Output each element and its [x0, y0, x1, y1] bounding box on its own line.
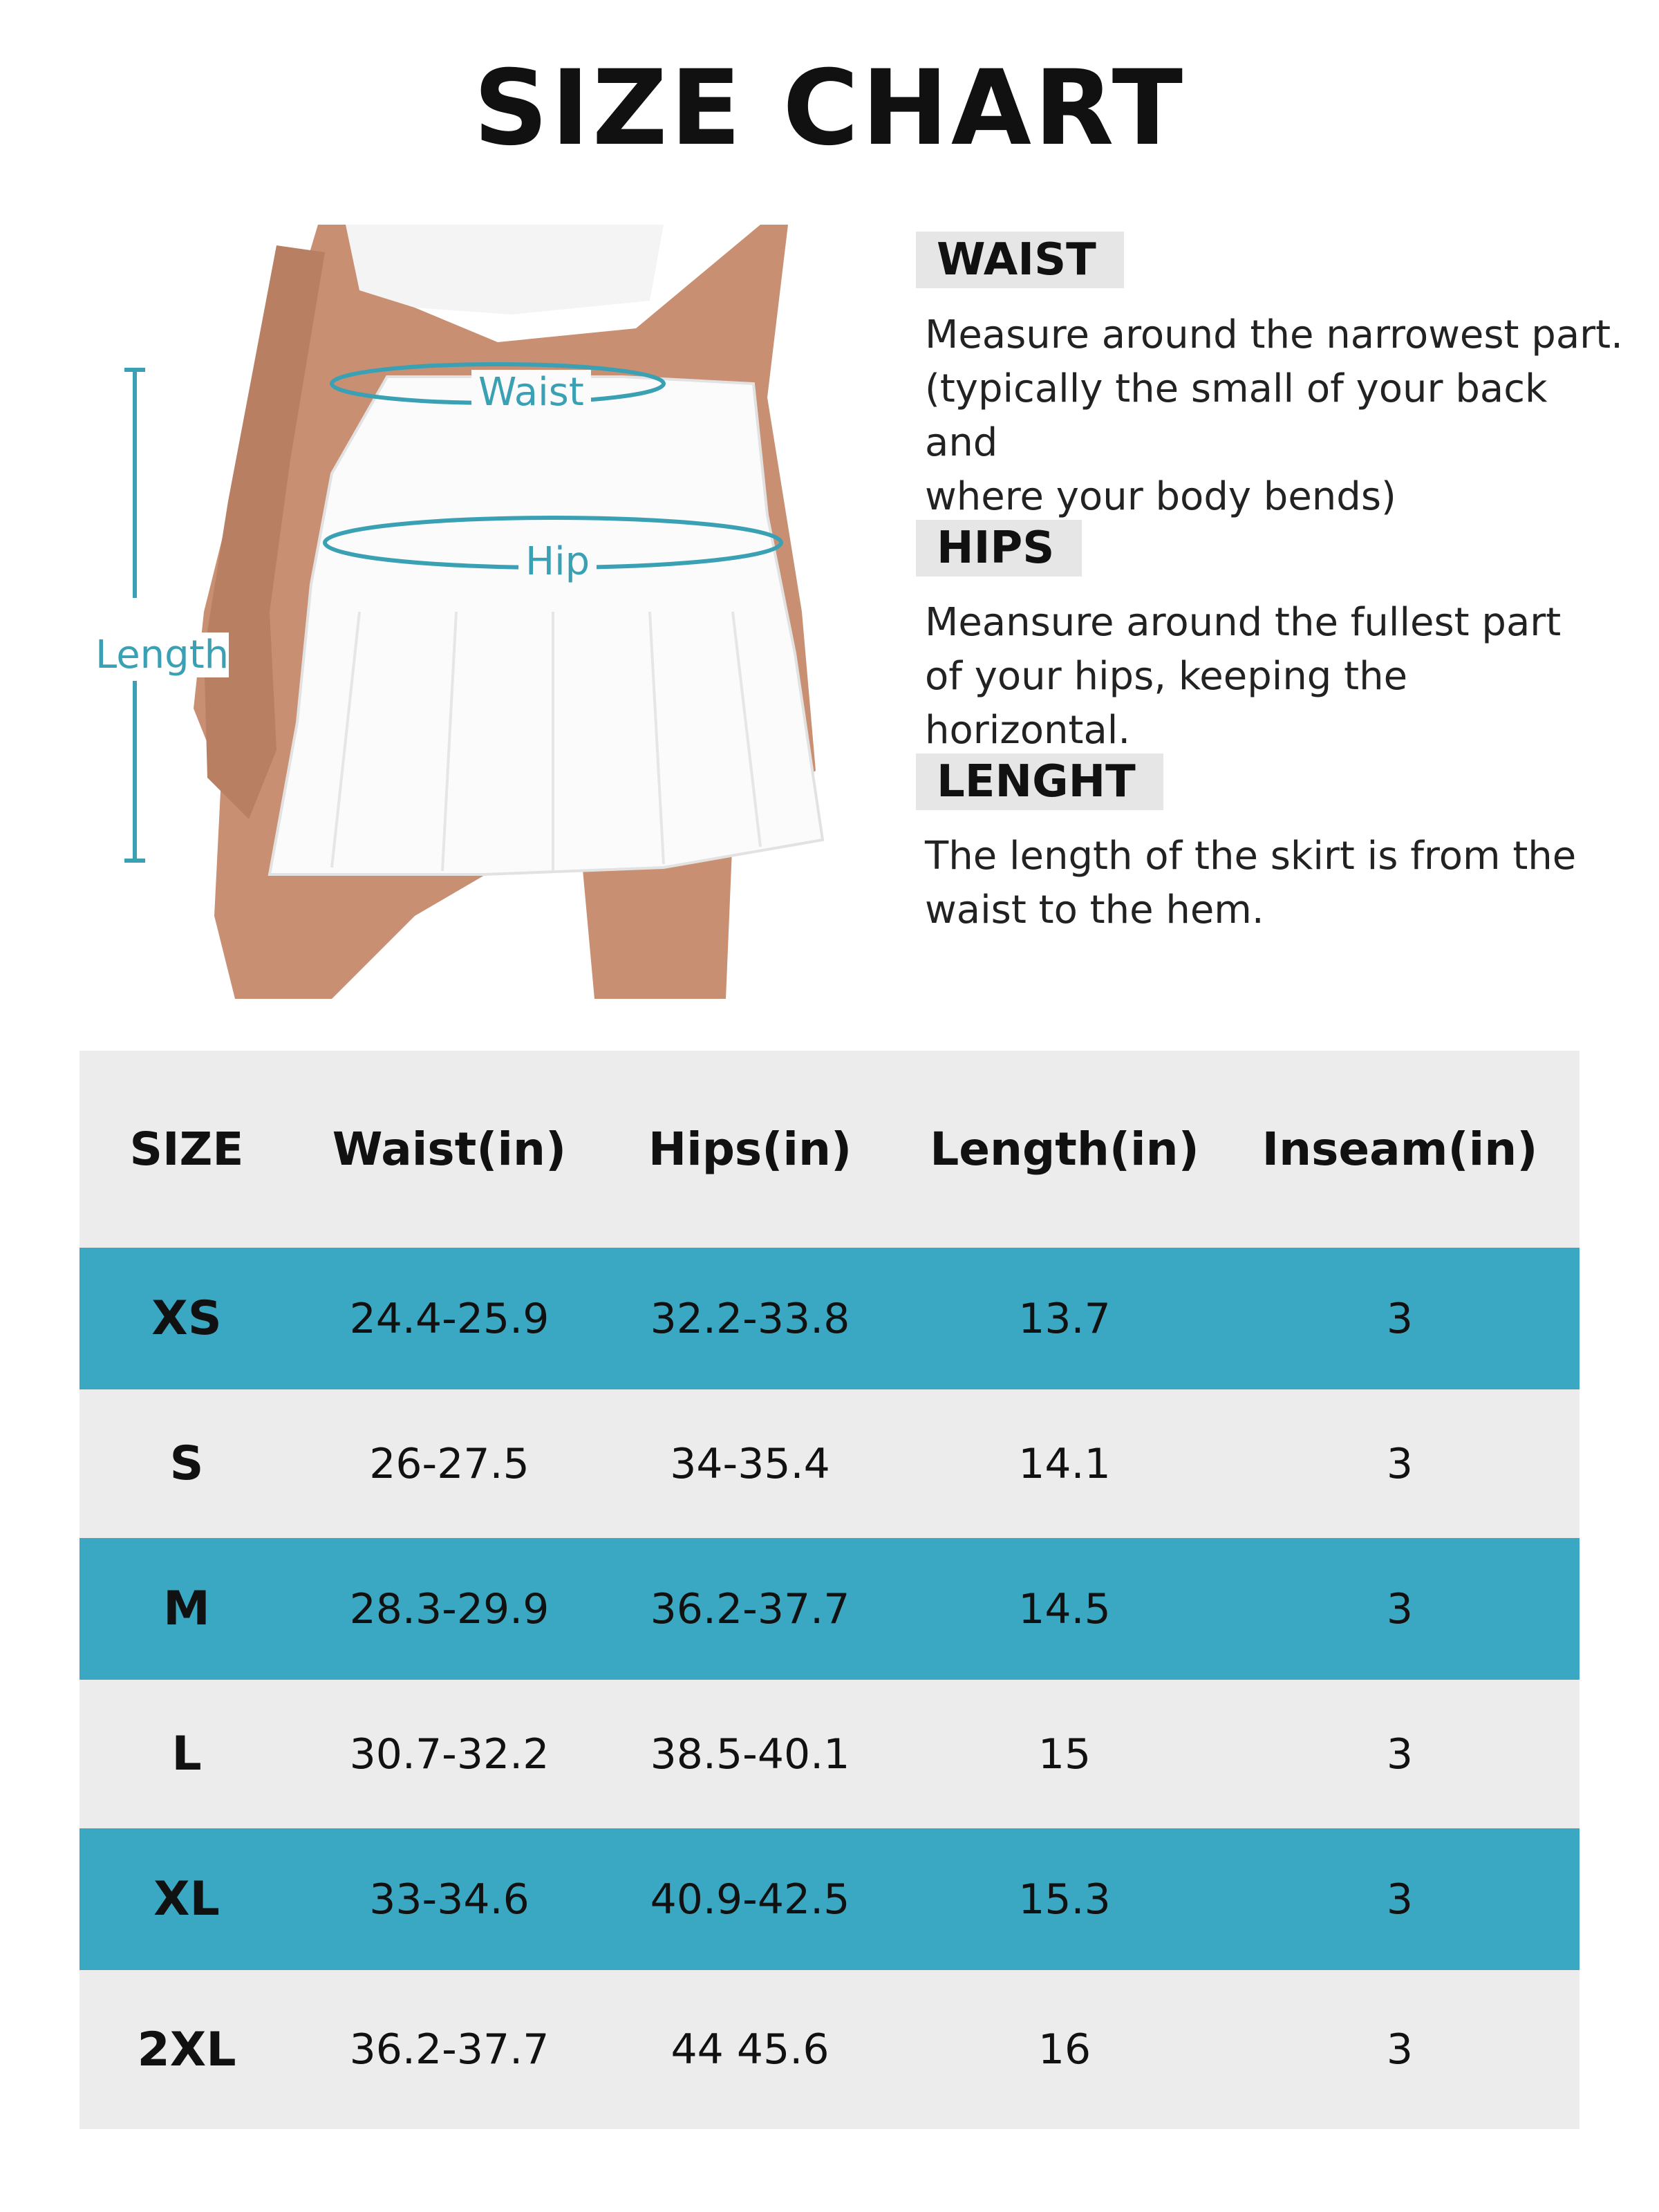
- length-label: Length: [95, 632, 229, 677]
- table-cell: 36.2-37.7: [349, 2025, 550, 2074]
- table-cell: 24.4-25.9: [349, 1294, 550, 1343]
- table-cell: 3: [1386, 1584, 1414, 1633]
- skirt-illustration: [69, 225, 843, 999]
- table-cell: 32.2-33.8: [650, 1294, 850, 1343]
- table-header-row: [79, 1051, 1580, 1248]
- table-cell-size: XL: [153, 1872, 220, 1927]
- table-cell: 34-35.4: [670, 1439, 830, 1488]
- table-header-cell: SIZE: [129, 1123, 244, 1176]
- table-cell-size: L: [171, 1727, 202, 1781]
- guide-heading-length: LENGHT: [916, 753, 1163, 810]
- table-cell: 14.1: [1018, 1439, 1111, 1488]
- table-cell: 15.3: [1018, 1875, 1111, 1924]
- table-cell: 40.9-42.5: [650, 1875, 850, 1924]
- table-cell: 3: [1386, 1875, 1414, 1924]
- table-cell: 14.5: [1018, 1584, 1111, 1633]
- table-cell: 3: [1386, 1294, 1414, 1343]
- page-title: SIZE CHART: [473, 48, 1186, 169]
- table-row: [79, 1248, 1580, 1389]
- table-cell-size: S: [169, 1436, 204, 1491]
- table-cell: 3: [1386, 1439, 1414, 1488]
- guide-heading-waist: WAIST: [916, 232, 1124, 288]
- table-header-cell: Hips(in): [648, 1123, 852, 1176]
- table-cell: 16: [1038, 2025, 1091, 2074]
- table-cell: 28.3-29.9: [349, 1584, 550, 1633]
- table-cell: 44 45.6: [671, 2025, 830, 2074]
- guide-text-hips: Meansure around the fullest part of your hips, keeping the horizontal.: [925, 600, 1562, 753]
- table-cell: 33-34.6: [369, 1875, 529, 1924]
- table-cell: 13.7: [1018, 1294, 1111, 1343]
- table-cell-size: XS: [151, 1291, 222, 1346]
- guide-text-length: The length of the skirt is from the waist to the hem.: [925, 834, 1577, 932]
- table-cell-size: 2XL: [137, 2022, 236, 2077]
- hip-label: Hip: [518, 539, 597, 584]
- table-row: [79, 1538, 1580, 1680]
- table-cell: 38.5-40.1: [650, 1730, 850, 1779]
- table-cell: 26-27.5: [369, 1439, 529, 1488]
- table-row: [79, 1970, 1580, 2129]
- table-cell: 15: [1038, 1730, 1091, 1779]
- table-header-cell: Length(in): [930, 1123, 1199, 1176]
- table-cell-size: M: [163, 1582, 210, 1636]
- table-header-cell: Waist(in): [332, 1123, 567, 1176]
- table-row: [79, 1828, 1580, 1970]
- table-cell: 3: [1386, 2025, 1414, 2074]
- size-table: [79, 1051, 1580, 2129]
- table-cell: 3: [1386, 1730, 1414, 1779]
- table-row: [79, 1680, 1580, 1828]
- waist-label: Waist: [471, 370, 591, 415]
- table-header-cell: Inseam(in): [1262, 1123, 1538, 1176]
- table-cell: 30.7-32.2: [349, 1730, 550, 1779]
- table-row: [79, 1389, 1580, 1538]
- guide-heading-hips: HIPS: [916, 520, 1082, 577]
- table-cell: 36.2-37.7: [650, 1584, 850, 1633]
- guide-text-waist: Measure around the narrowest part. (typically the small of your back and where your body bends): [925, 312, 1623, 519]
